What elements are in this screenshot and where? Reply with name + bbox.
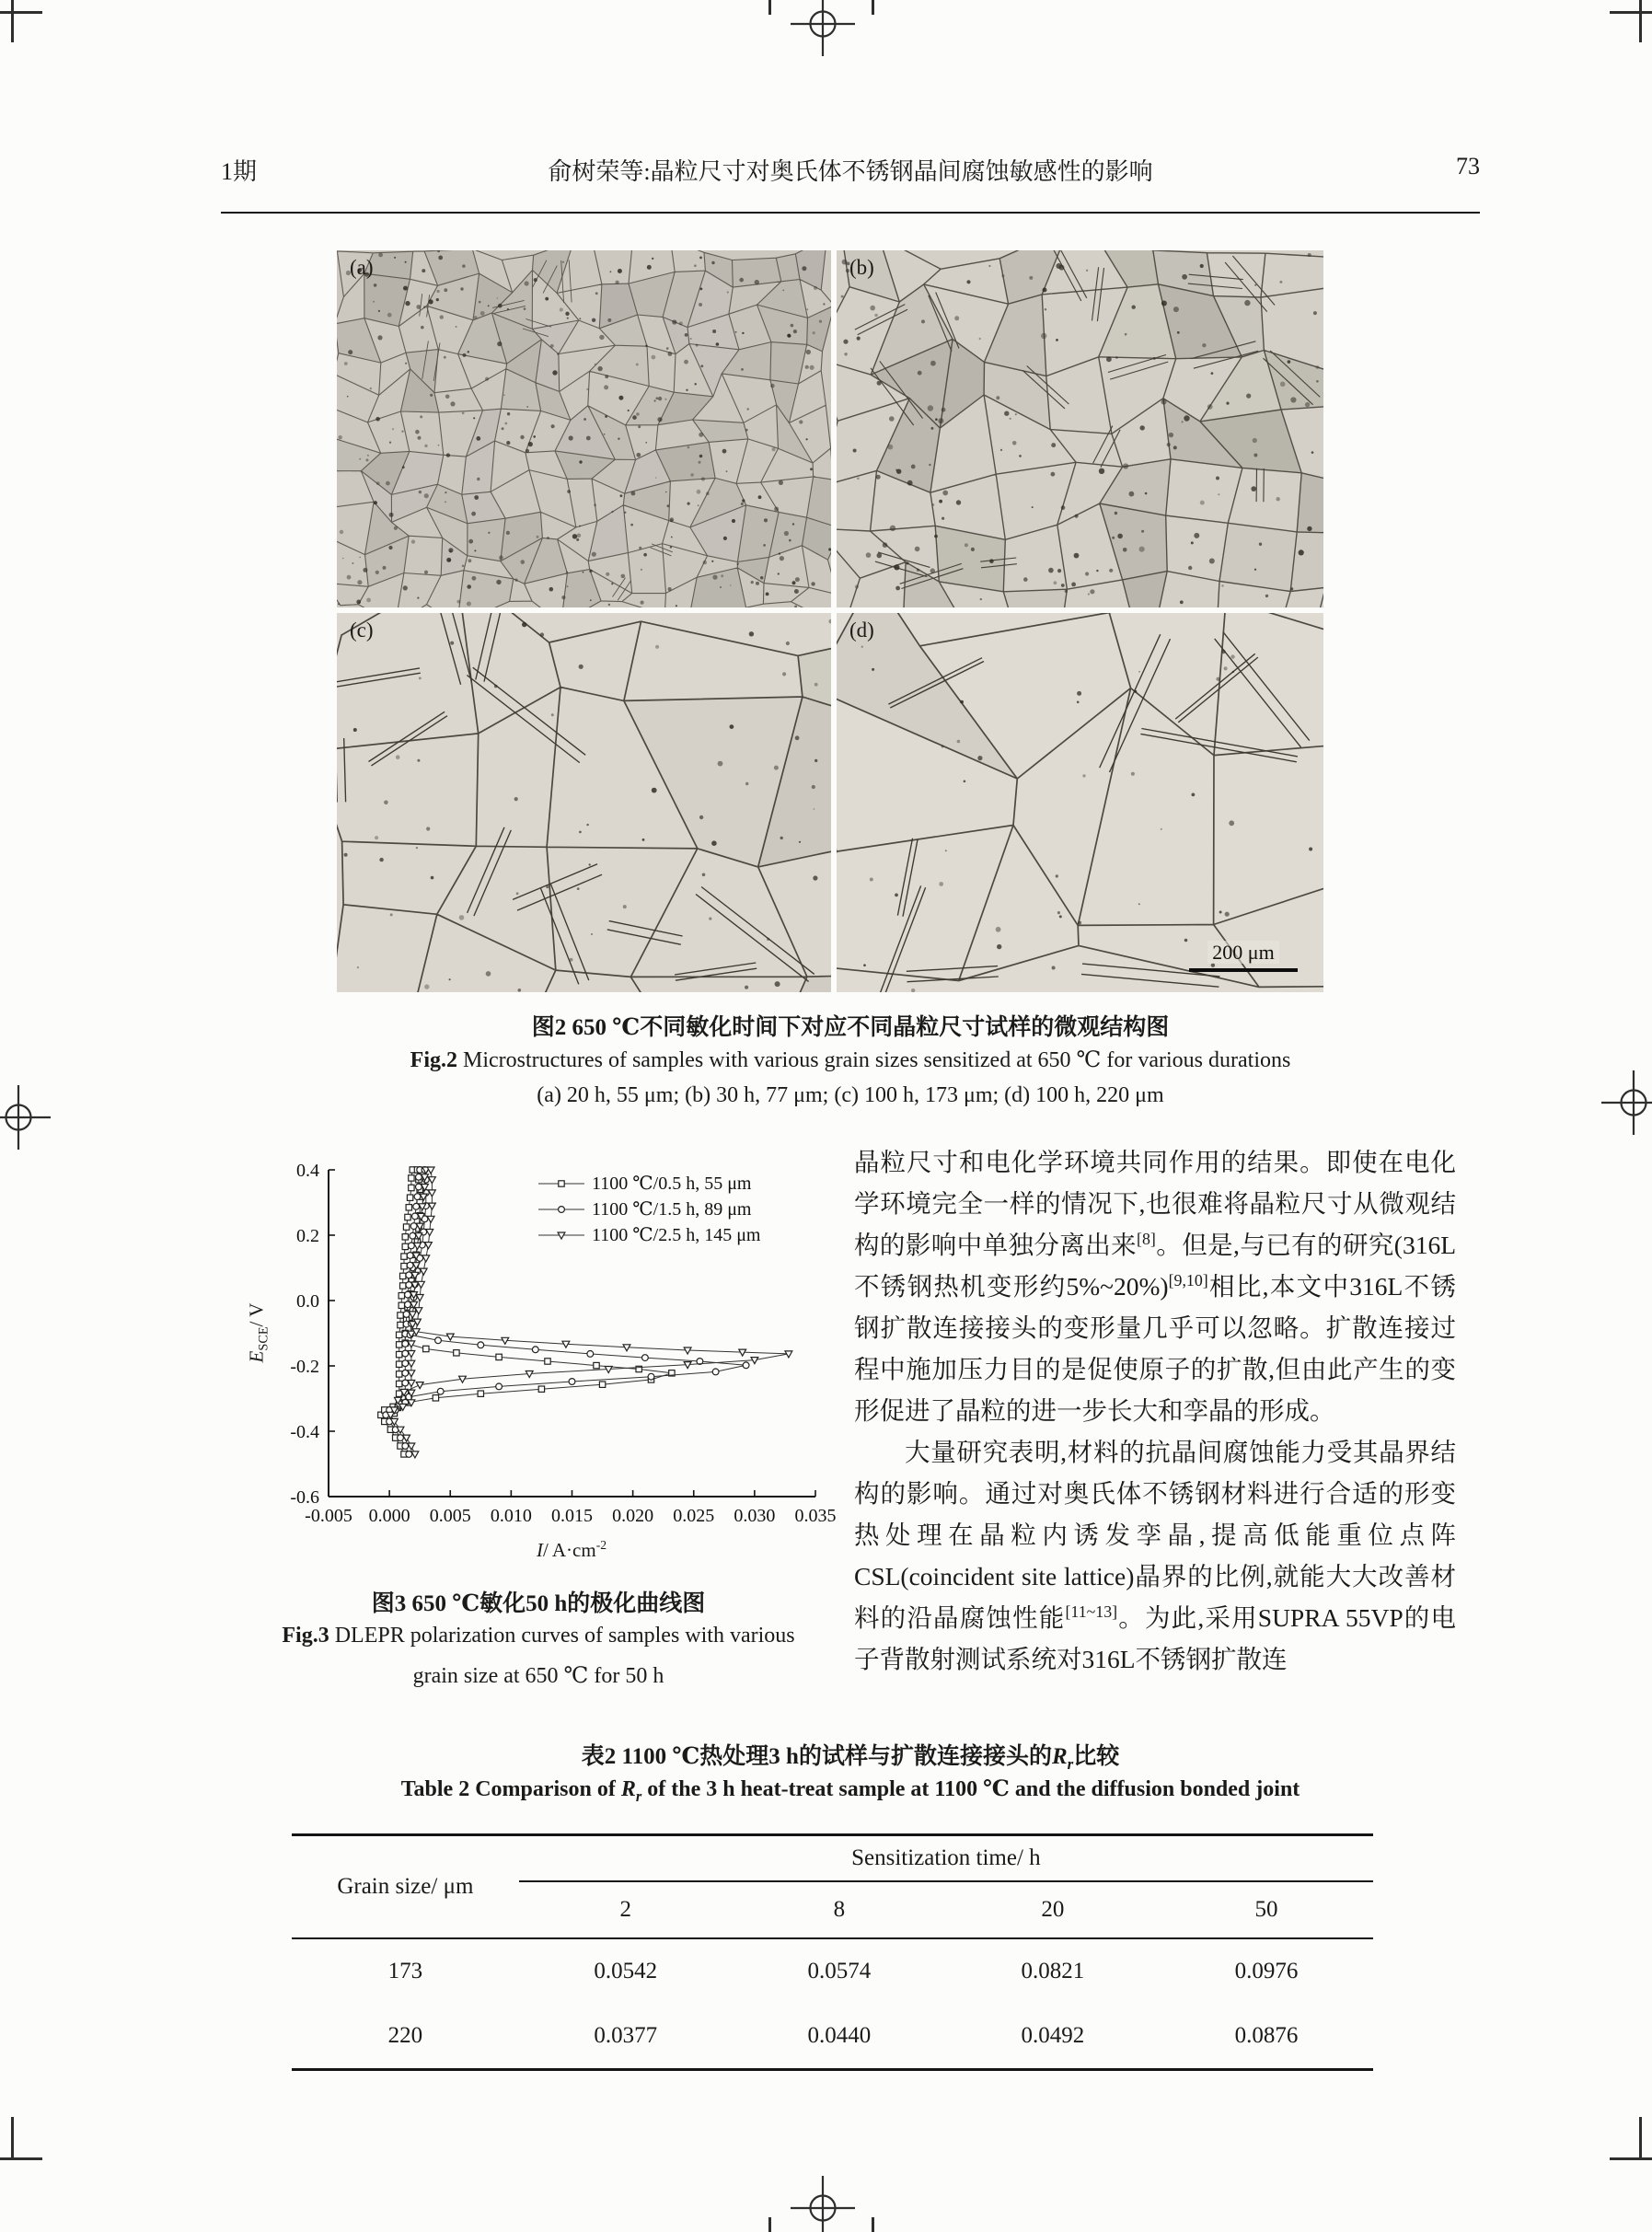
svg-text:1100 ℃/1.5 h, 89 μm: 1100 ℃/1.5 h, 89 μm (592, 1199, 752, 1220)
svg-text:0.4: 0.4 (296, 1161, 319, 1181)
micrograph-panel-b (837, 250, 1323, 607)
figure-3-caption-cn: 图3 650 ℃敏化50 h的极化曲线图 (371, 1591, 706, 1616)
registration-mark-icon (791, 0, 855, 56)
figure-2-micrographs (337, 250, 1323, 992)
registration-mark-icon (791, 2176, 855, 2232)
crop-mark (1639, 2117, 1642, 2159)
panel-label-b: (b) (849, 256, 874, 279)
table-2-caption-cn: 表2 1100 ℃热处理3 h的试样与扩散连接接头的$R_r$比较 (581, 1744, 1120, 1773)
svg-text:0.020: 0.020 (612, 1506, 654, 1526)
table-row (292, 2004, 1373, 2070)
col-header-20h: 20 (946, 1881, 1160, 1938)
cell-value: 0.0377 (594, 2023, 658, 2048)
table-row (292, 1938, 1373, 2004)
svg-text:0.010: 0.010 (490, 1506, 532, 1526)
crop-mark (0, 11, 42, 14)
micrograph-image-a (337, 250, 831, 607)
crop-mark (1610, 11, 1652, 14)
crop-mark (768, 0, 771, 15)
svg-text:1100 ℃/2.5 h, 145 μm: 1100 ℃/2.5 h, 145 μm (592, 1225, 761, 1245)
scale-bar-label: 200 μm (1207, 941, 1278, 964)
micrograph-image-d (837, 613, 1323, 992)
crop-mark (0, 2157, 42, 2160)
svg-text:0.035: 0.035 (794, 1506, 837, 1526)
page-number: 73 (1456, 153, 1480, 179)
svg-text:0.015: 0.015 (551, 1506, 593, 1526)
svg-text:0.000: 0.000 (368, 1506, 410, 1526)
crop-mark (872, 2217, 874, 2232)
crop-mark (11, 0, 14, 42)
cell-value: 0.0492 (1021, 2023, 1085, 2048)
polarization-curves-plot (235, 1149, 842, 1563)
x-axis-label: I/ $A\cdot cm^{-2}$ (536, 1538, 607, 1561)
col-header-sensitization-time: Sensitization time/ h (519, 1835, 1373, 1882)
registration-mark-icon (0, 1085, 51, 1150)
svg-text:0.0: 0.0 (296, 1291, 319, 1312)
svg-text:-0.4: -0.4 (290, 1422, 319, 1442)
running-title: 俞树荣等:晶粒尺寸对奥氏体不锈钢晶间腐蚀敏感性的影响 (548, 158, 1153, 185)
cell-value: 0.0440 (807, 2023, 872, 2048)
micrograph-panel-d (837, 613, 1323, 992)
cell-grain-size: 173 (387, 1959, 423, 1983)
svg-text:-0.005: -0.005 (305, 1506, 352, 1526)
panel-label-d: (d) (849, 619, 874, 642)
cell-value: 0.0574 (807, 1959, 872, 1983)
svg-text:0.030: 0.030 (734, 1506, 776, 1526)
svg-text:0.2: 0.2 (296, 1226, 319, 1246)
table-2-caption-en: Table 2 Comparison of $R_r$ of the 3 h heat-treat sample at 1100 ℃ and the diffusion bonded joint (400, 1777, 1300, 1805)
body-paragraph-2: 大量研究表明,材料的抗晶间腐蚀能力受其晶界结构的影响。通过对奥氏体不锈钢材料进行合适的形变热处理在晶粒内诱发孪晶,提高低能重位点阵CSL(coincident site lattice)晶界的比例,就能大大改善材料的沿晶腐蚀性能[11~13]。为此,采用SUPRA 55VP的电子背散射测试系统对316L不锈钢扩散连 (854, 1438, 1456, 1673)
panel-label-c: (c) (350, 619, 374, 642)
page-header (221, 153, 1480, 190)
svg-text:-0.6: -0.6 (290, 1487, 319, 1508)
body-paragraph-1: 晶粒尺寸和电化学环境共同作用的结果。即使在电化学环境完全一样的情况下,也很难将晶粒尺寸从微观结构的影响中单独分离出来[8]。但是,与已有的研究(316L不锈钢热机变形约5%~20%)[9,10]相比,本文中316L不锈钢扩散连接接头的变形量几乎可以忽略。扩散连接过程中施加压力目的是促使原子的扩散,但由此产生的变形促进了晶粒的进一步长大和孪晶的形成。 (854, 1148, 1456, 1425)
table-2-wrapper (292, 1833, 1373, 2071)
cell-value: 0.0976 (1234, 1959, 1299, 1983)
figure-2-caption-items: (a) 20 h, 55 μm; (b) 30 h, 77 μm; (c) 100 h, 173 μm; (d) 100 h, 220 μm (537, 1083, 1164, 1107)
crop-mark (11, 2117, 14, 2159)
svg-text:-0.2: -0.2 (290, 1357, 319, 1377)
figure-2-caption-en: Fig.2 Microstructures of samples with various grain sizes sensitized at 650 ℃ for various durations (410, 1048, 1291, 1072)
micrograph-image-b (837, 250, 1323, 607)
cell-value: 0.0821 (1021, 1959, 1085, 1983)
scale-bar-line (1189, 968, 1298, 972)
table-2 (292, 1833, 1373, 2071)
svg-text:1100 ℃/0.5 h, 55 μm: 1100 ℃/0.5 h, 55 μm (592, 1174, 752, 1194)
cell-value: 0.0876 (1234, 2023, 1299, 2048)
crop-mark (768, 2217, 771, 2232)
micrograph-panel-a (337, 250, 831, 607)
crop-mark (872, 0, 874, 15)
col-header-8h: 8 (733, 1881, 946, 1938)
figure-2-caption-cn: 图2 650 ℃不同敏化时间下对应不同晶粒尺寸试样的微观结构图 (531, 1015, 1170, 1040)
registration-mark-icon (1601, 1070, 1652, 1135)
figure-3-caption-en-line2: grain size at 650 ℃ for 50 h (412, 1664, 664, 1688)
crop-mark (1639, 0, 1642, 42)
body-text-column (854, 1141, 1456, 1680)
figure-3-caption-en-line1: Fig.3 DLEPR polarization curves of samples with various (282, 1624, 795, 1648)
cell-grain-size: 220 (387, 2023, 423, 2048)
scale-bar (1189, 941, 1298, 972)
figure-3-chart (235, 1149, 842, 1572)
y-axis-label: $E_{SCE}/$ V (245, 1302, 271, 1363)
micrograph-image-c (337, 613, 831, 992)
svg-text:0.005: 0.005 (429, 1506, 471, 1526)
cell-value: 0.0542 (594, 1959, 658, 1983)
col-header-2h: 2 (519, 1881, 733, 1938)
col-header-grain-size: Grain size/ μm (292, 1835, 519, 1939)
crop-mark (1610, 2157, 1652, 2160)
svg-text:0.025: 0.025 (673, 1506, 715, 1526)
panel-label-a: (a) (350, 256, 374, 279)
col-header-50h: 50 (1160, 1881, 1373, 1938)
micrograph-panel-c (337, 613, 831, 992)
header-rule (221, 212, 1480, 214)
issue-label: 1期 (221, 158, 258, 185)
